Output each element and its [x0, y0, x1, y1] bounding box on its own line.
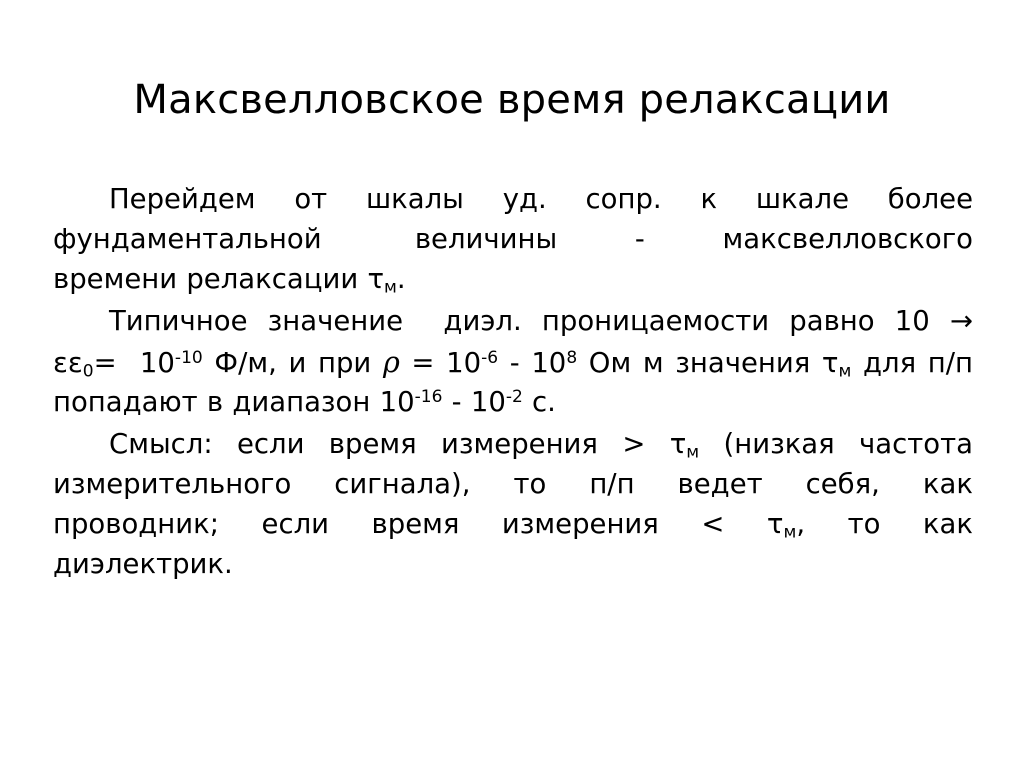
- paragraph-2: Типичное значение диэл. проницаемости равно $10 \to \varepsilon\varepsilon_0= 10^{-10}$ Ф/м, и при $\rho = 10^{-6} - 10^8$ Ом м значения $\tau_м$ для п/п попадают в диапазон $10^{-16} - 10^{-2}$ с.: [53, 304, 973, 419]
- slide-body: [35, 180, 989, 585]
- paragraph-1: Перейдем от шкалы уд. сопр. к шкале более фундаментальной величины - максвелловского времени релаксации $\tau_м$.: [53, 183, 973, 297]
- slide-title: Максвелловское время релаксации: [133, 77, 891, 123]
- symbol-tau-m: $\tau_м$: [821, 346, 852, 381]
- arrow-icon: →: [949, 304, 973, 337]
- symbol-epsilon-epsilon0: $\varepsilon\varepsilon_0$: [53, 346, 94, 381]
- symbol-tau-m: $\tau_м$: [669, 428, 700, 463]
- symbol-tau-m: $\tau_м$: [367, 262, 397, 297]
- symbol-rho: ρ: [382, 344, 400, 379]
- symbol-tau-m: $\tau_м$: [766, 508, 797, 543]
- paragraph-3: Смысл: если время измерения > $\tau_м$ (низкая частота измерительного сигнала), то п/п ведет себя, как проводник; если время измерения < $\tau_м$, то как диэлектрик.: [53, 428, 974, 580]
